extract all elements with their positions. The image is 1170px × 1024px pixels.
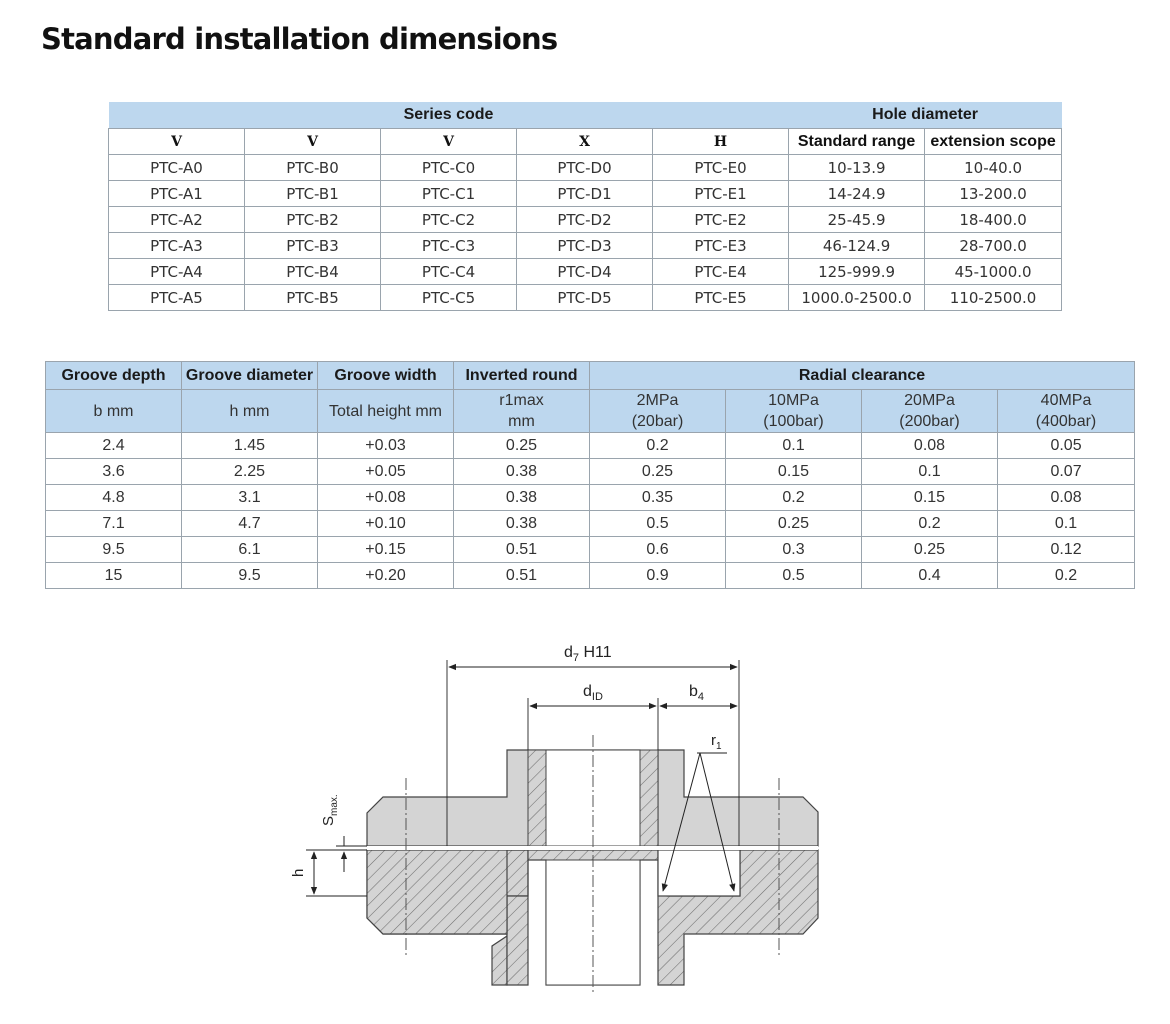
r1max-cell: 0.51 bbox=[454, 563, 590, 589]
upper-hatch-right bbox=[640, 750, 658, 846]
pressure-bar: (400bar) bbox=[1035, 413, 1097, 430]
standard-range-cell: 10-13.9 bbox=[789, 155, 925, 181]
clearance-40mpa-cell: 0.2 bbox=[998, 563, 1135, 589]
series-code-cell: PTC-B2 bbox=[245, 207, 381, 233]
series-letter: V bbox=[381, 129, 517, 155]
extension-scope-cell: 110-2500.0 bbox=[925, 285, 1062, 311]
clearance-2mpa-cell: 0.25 bbox=[590, 459, 726, 485]
series-code-cell: PTC-E4 bbox=[653, 259, 789, 285]
clearance-2mpa-cell: 0.6 bbox=[590, 537, 726, 563]
clearance-10mpa-cell: 0.15 bbox=[726, 459, 862, 485]
clearance-20mpa-cell: 0.08 bbox=[862, 433, 998, 459]
series-code-cell: PTC-B1 bbox=[245, 181, 381, 207]
r1max-cell: 0.25 bbox=[454, 433, 590, 459]
groove-row bbox=[46, 563, 1135, 589]
upper-part-body-right bbox=[658, 750, 818, 846]
series-code-cell: PTC-D5 bbox=[517, 285, 653, 311]
series-code-cell: PTC-C2 bbox=[381, 207, 517, 233]
b-cell: 7.1 bbox=[46, 511, 182, 537]
clearance-20mpa-cell: 0.1 bbox=[862, 459, 998, 485]
standard-range-header: Standard range bbox=[789, 129, 925, 155]
pressure-10mpa-header bbox=[726, 390, 862, 433]
clearance-2mpa-cell: 0.5 bbox=[590, 511, 726, 537]
b-cell: 4.8 bbox=[46, 485, 182, 511]
series-code-cell: PTC-C5 bbox=[381, 285, 517, 311]
clearance-10mpa-cell: 0.3 bbox=[726, 537, 862, 563]
clearance-20mpa-cell: 0.4 bbox=[862, 563, 998, 589]
h-label: h bbox=[290, 868, 307, 877]
r1-label: $r_1$ bbox=[711, 732, 722, 752]
r1max-cell: 0.38 bbox=[454, 511, 590, 537]
b-mm-header: b mm bbox=[46, 390, 182, 433]
clearance-20mpa-cell: 0.2 bbox=[862, 511, 998, 537]
series-code-cell: PTC-D1 bbox=[517, 181, 653, 207]
lower-left-shoulder bbox=[367, 850, 507, 934]
page-title: Standard installation dimensions bbox=[41, 22, 558, 56]
smax-label: $S_{max.}$ bbox=[320, 794, 340, 826]
d7-label: $d_7$ H11 bbox=[564, 644, 612, 664]
groove-dimensions-table bbox=[45, 361, 1135, 589]
pressure-label: 2MPa bbox=[636, 392, 679, 409]
r1max-unit: mm bbox=[508, 413, 535, 430]
radial-clearance-header: Radial clearance bbox=[590, 362, 1135, 390]
series-code-cell: PTC-C1 bbox=[381, 181, 517, 207]
series-code-cell: PTC-E2 bbox=[653, 207, 789, 233]
groove-row bbox=[46, 485, 1135, 511]
total-height-header: Total height mm bbox=[318, 390, 454, 433]
extension-scope-cell: 10-40.0 bbox=[925, 155, 1062, 181]
clearance-10mpa-cell: 0.25 bbox=[726, 511, 862, 537]
series-code-cell: PTC-A2 bbox=[109, 207, 245, 233]
clearance-10mpa-cell: 0.2 bbox=[726, 485, 862, 511]
h-cell: 4.7 bbox=[182, 511, 318, 537]
h-cell: 2.25 bbox=[182, 459, 318, 485]
series-code-cell: PTC-D4 bbox=[517, 259, 653, 285]
series-code-cell: PTC-D0 bbox=[517, 155, 653, 181]
clearance-40mpa-cell: 0.08 bbox=[998, 485, 1135, 511]
b-cell: 2.4 bbox=[46, 433, 182, 459]
series-code-cell: PTC-C0 bbox=[381, 155, 517, 181]
series-row bbox=[109, 207, 1062, 233]
clearance-2mpa-cell: 0.9 bbox=[590, 563, 726, 589]
groove-width-header: Groove width bbox=[318, 362, 454, 390]
r1max-cell: 0.38 bbox=[454, 485, 590, 511]
pressure-label: 10MPa bbox=[768, 392, 819, 409]
h-cell: 6.1 bbox=[182, 537, 318, 563]
clearance-10mpa-cell: 0.1 bbox=[726, 433, 862, 459]
total-height-cell: +0.03 bbox=[318, 433, 454, 459]
clearance-40mpa-cell: 0.12 bbox=[998, 537, 1135, 563]
series-code-cell: PTC-C4 bbox=[381, 259, 517, 285]
total-height-cell: +0.08 bbox=[318, 485, 454, 511]
series-letter: V bbox=[109, 129, 245, 155]
pressure-bar: (20bar) bbox=[631, 413, 684, 430]
h-cell: 3.1 bbox=[182, 485, 318, 511]
extension-scope-cell: 13-200.0 bbox=[925, 181, 1062, 207]
pressure-2mpa-header bbox=[590, 390, 726, 433]
b-cell: 9.5 bbox=[46, 537, 182, 563]
series-row bbox=[109, 155, 1062, 181]
series-code-cell: PTC-B4 bbox=[245, 259, 381, 285]
series-code-cell: PTC-A3 bbox=[109, 233, 245, 259]
clearance-20mpa-cell: 0.25 bbox=[862, 537, 998, 563]
groove-row bbox=[46, 459, 1135, 485]
extension-scope-header: extension scope bbox=[925, 129, 1062, 155]
hole-diameter-header: Hole diameter bbox=[789, 102, 1062, 129]
b4-label: $b_4$ bbox=[689, 683, 705, 703]
total-height-cell: +0.05 bbox=[318, 459, 454, 485]
pressure-bar: (200bar) bbox=[899, 413, 960, 430]
groove bbox=[658, 850, 740, 896]
standard-range-cell: 25-45.9 bbox=[789, 207, 925, 233]
clearance-20mpa-cell: 0.15 bbox=[862, 485, 998, 511]
clearance-40mpa-cell: 0.05 bbox=[998, 433, 1135, 459]
series-code-cell: PTC-C3 bbox=[381, 233, 517, 259]
groove-row bbox=[46, 537, 1135, 563]
total-height-cell: +0.10 bbox=[318, 511, 454, 537]
series-code-cell: PTC-B0 bbox=[245, 155, 381, 181]
series-code-cell: PTC-D2 bbox=[517, 207, 653, 233]
series-code-cell: PTC-D3 bbox=[517, 233, 653, 259]
clearance-40mpa-cell: 0.1 bbox=[998, 511, 1135, 537]
inverted-round-header: Inverted round bbox=[454, 362, 590, 390]
series-code-cell: PTC-E1 bbox=[653, 181, 789, 207]
h-cell: 1.45 bbox=[182, 433, 318, 459]
groove-depth-header: Groove depth bbox=[46, 362, 182, 390]
groove-row bbox=[46, 511, 1135, 537]
clearance-2mpa-cell: 0.2 bbox=[590, 433, 726, 459]
standard-range-cell: 1000.0-2500.0 bbox=[789, 285, 925, 311]
series-code-cell: PTC-E0 bbox=[653, 155, 789, 181]
standard-range-cell: 125-999.9 bbox=[789, 259, 925, 285]
series-code-cell: PTC-B5 bbox=[245, 285, 381, 311]
b-cell: 3.6 bbox=[46, 459, 182, 485]
total-height-cell: +0.20 bbox=[318, 563, 454, 589]
installation-diagram bbox=[280, 630, 840, 1010]
extension-scope-cell: 18-400.0 bbox=[925, 207, 1062, 233]
series-code-cell: PTC-A1 bbox=[109, 181, 245, 207]
r1max-label: r1max bbox=[499, 392, 544, 409]
extension-scope-cell: 45-1000.0 bbox=[925, 259, 1062, 285]
clearance-2mpa-cell: 0.35 bbox=[590, 485, 726, 511]
r1max-cell: 0.38 bbox=[454, 459, 590, 485]
series-letter: X bbox=[517, 129, 653, 155]
pressure-label: 40MPa bbox=[1040, 392, 1092, 409]
groove-row bbox=[46, 433, 1135, 459]
series-code-table bbox=[108, 102, 1062, 311]
series-row bbox=[109, 259, 1062, 285]
series-code-cell: PTC-A5 bbox=[109, 285, 245, 311]
pressure-label: 20MPa bbox=[904, 392, 955, 409]
series-row bbox=[109, 233, 1062, 259]
standard-range-cell: 46-124.9 bbox=[789, 233, 925, 259]
clearance-10mpa-cell: 0.5 bbox=[726, 563, 862, 589]
standard-range-cell: 14-24.9 bbox=[789, 181, 925, 207]
series-letter: H bbox=[653, 129, 789, 155]
h-mm-header: h mm bbox=[182, 390, 318, 433]
pressure-20mpa-header bbox=[862, 390, 998, 433]
h-cell: 9.5 bbox=[182, 563, 318, 589]
extension-scope-cell: 28-700.0 bbox=[925, 233, 1062, 259]
groove-diameter-header: Groove diameter bbox=[182, 362, 318, 390]
series-code-header: Series code bbox=[109, 102, 789, 129]
series-row bbox=[109, 285, 1062, 311]
upper-hatch-left bbox=[528, 750, 546, 846]
series-code-cell: PTC-B3 bbox=[245, 233, 381, 259]
pressure-40mpa-header bbox=[998, 390, 1135, 433]
pressure-bar: (100bar) bbox=[763, 413, 824, 430]
did-label: $d_{ID}$ bbox=[583, 683, 603, 703]
series-letter: V bbox=[245, 129, 381, 155]
series-code-cell: PTC-E3 bbox=[653, 233, 789, 259]
total-height-cell: +0.15 bbox=[318, 537, 454, 563]
series-code-cell: PTC-E5 bbox=[653, 285, 789, 311]
clearance-40mpa-cell: 0.07 bbox=[998, 459, 1135, 485]
series-row bbox=[109, 181, 1062, 207]
series-code-cell: PTC-A4 bbox=[109, 259, 245, 285]
b-cell: 15 bbox=[46, 563, 182, 589]
r1max-header bbox=[454, 390, 590, 433]
series-code-cell: PTC-A0 bbox=[109, 155, 245, 181]
r1max-cell: 0.51 bbox=[454, 537, 590, 563]
